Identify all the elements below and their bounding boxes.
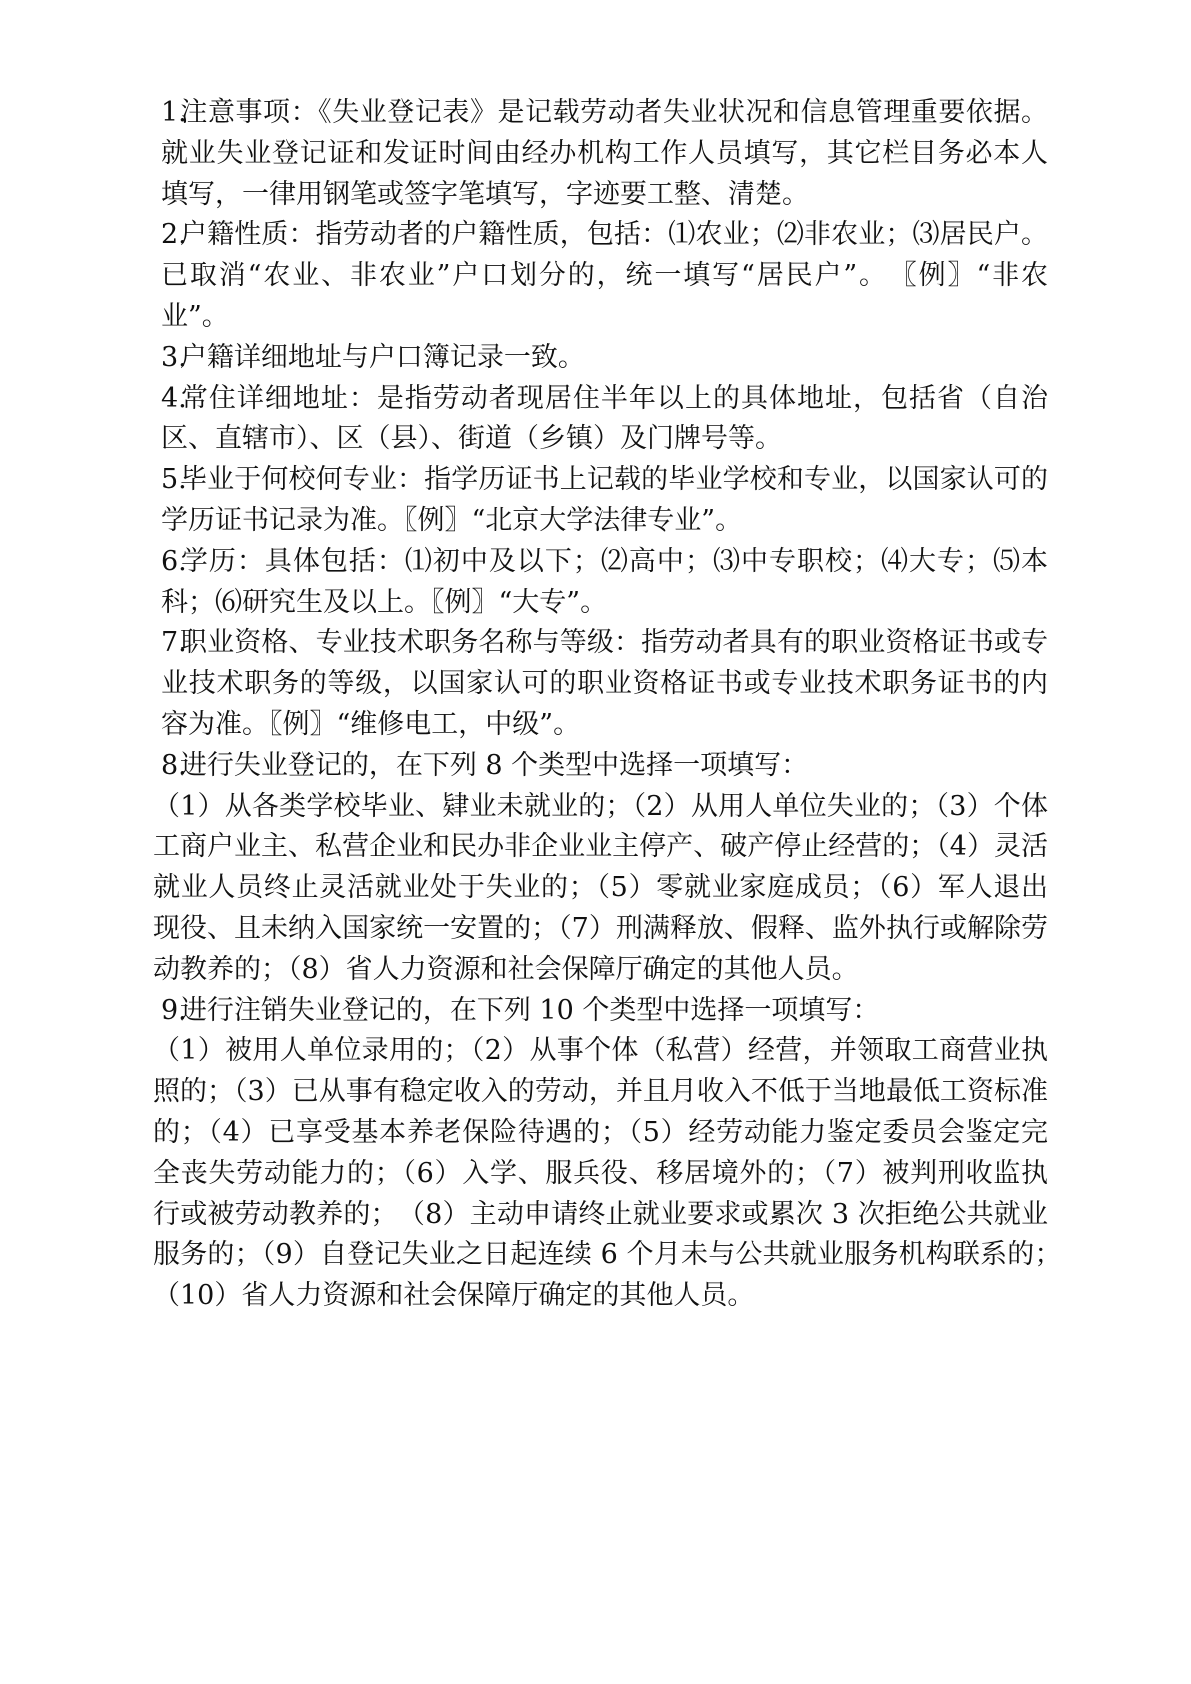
- note-item-8: [153, 746, 1048, 787]
- item-text: 户籍详细地址与户口簿记录一致。: [179, 341, 585, 373]
- list-text: （1）被用人单位录用的；（2）从事个体（私营）经营，并领取工商营业执照的；（3）已从事有稳定收入的劳动，并且月收入不低于当地最低工资标准的；（4）已享受基本养老保险待遇的；（5）经劳动能力鉴定委员会鉴定完全丧失劳动能力的；（6）入学、服兵役、移居境外的；（7）被判刑收监执行或被劳动教养的； （8）主动申请终止就业要求或累次 3 次拒绝公共就业服务的；（9）自登记失业之日起连续 6 个月未与公共就业服务机构联系的； （10）省人力资源和社会保障厅确定的其他人员。: [153, 1035, 1075, 1312]
- note-item-6: [153, 542, 1048, 624]
- note-item-1: [153, 93, 1048, 215]
- note-item-9: [153, 991, 1048, 1032]
- item-text: 进行注销失业登记的，在下列 10 个类型中选择一项填写：: [179, 994, 880, 1026]
- list-text: （1）从各类学校毕业、肄业未就业的；（2）从用人单位失业的；（3）个体工商户业主、私营企业和民办非企业业主停产、破产停止经营的；（4）灵活就业人员终止灵活就业处于失业的；（5）零就业家庭成员；（6）军人退出现役、且未纳入国家统一安置的；（7）刑满释放、假释、监外执行或解除劳动教养的；（8）省人力资源和社会保障厅确定的其他人员。: [153, 790, 1048, 985]
- item-text: 常住详细地址：是指劳动者现居住半年以上的具体地址，包括省（自治区、直辖市）、区（县）、街道（乡镇）及门牌号等。: [161, 382, 1048, 455]
- note-item-4: [153, 379, 1048, 461]
- note-item-7: [153, 623, 1048, 745]
- item-number: 8.: [161, 749, 187, 781]
- deregistration-types-list: [153, 1031, 1075, 1317]
- item-text: 进行失业登记的，在下列 8 个类型中选择一项填写：: [179, 749, 809, 781]
- item-text: 注意事项：《失业登记表》是记载劳动者失业状况和信息管理重要依据。就业失业登记证和发证时间由经办机构工作人员填写，其它栏目务必本人填写，一律用钢笔或签字笔填写，字迹要工整、清楚。: [161, 97, 1048, 210]
- item-number: 9.: [161, 994, 187, 1026]
- item-number: 2.: [161, 219, 187, 251]
- item-text: 户籍性质：指劳动者的户籍性质，包括：⑴农业；⑵非农业；⑶居民户。已取消“农业、非农业”户口划分的，统一填写“居民户”。 〖例〗“非农业”。: [161, 219, 1048, 332]
- note-item-5: [153, 460, 1048, 542]
- item-text: 毕业于何校何专业：指学历证书上记载的毕业学校和专业，以国家认可的学历证书记录为准。〖例〗“北京大学法律专业”。: [161, 464, 1048, 536]
- item-text: 职业资格、专业技术职务名称与等级：指劳动者具有的职业资格证书或专业技术职务的等级，以国家认可的职业资格证书或专业技术职务证书的内容为准。〖例〗“维修电工，中级”。: [161, 627, 1048, 740]
- item-number: 7.: [161, 627, 187, 659]
- item-number: 6.: [161, 545, 187, 577]
- note-item-2: [153, 215, 1048, 337]
- document-page: [153, 93, 1075, 1317]
- item-number: 1.: [161, 97, 187, 128]
- item-text: 学历：具体包括：⑴初中及以下；⑵高中；⑶中专职校；⑷大专；⑸本科；⑹研究生及以上。〖例〗“大专”。: [161, 545, 1048, 618]
- item-number: 3.: [161, 341, 187, 373]
- item-number: 5.: [161, 464, 187, 496]
- note-item-3: [153, 338, 1048, 379]
- registration-types-list: [153, 787, 1048, 991]
- item-number: 4.: [161, 382, 187, 414]
